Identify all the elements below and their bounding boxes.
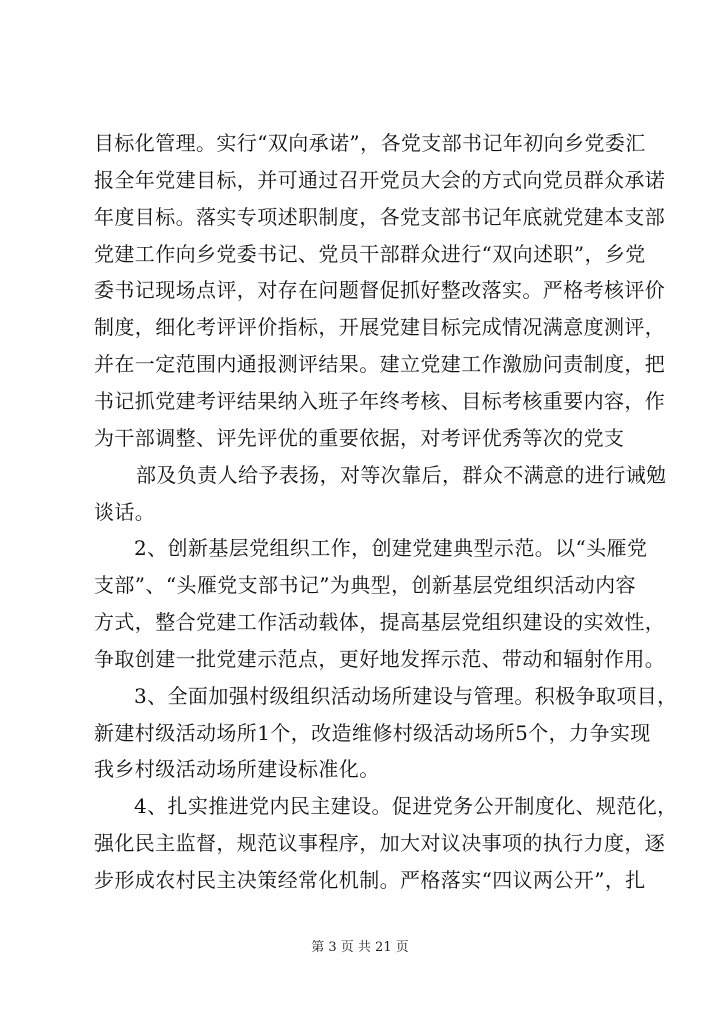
text-line: 争取创建一批党建示范点，更好地发挥示范、带动和辐射作用。 [94, 647, 666, 671]
page-number-footer: 第 3 页 共 21 页 [311, 940, 409, 955]
text-line: 报全年党建目标，并可通过召开党员大会的方式向党员群众承诺 [94, 168, 666, 192]
text-line: 步形成农村民主决策经常化机制。严格落实“四议两公开”，扎 [94, 868, 646, 892]
text-line: 新建村级活动场所1个，改造维修村级活动场所5个，力争实现 [94, 721, 651, 745]
text-line: 支部”、“头雁党支部书记”为典型，创新基层党组织活动内容 [94, 573, 636, 597]
text-line: 并在一定范围内通报测评结果。建立党建工作激励问责制度，把 [94, 352, 666, 376]
paragraph-2-start: 2、创新基层党组织工作，创建党建典型示范。以“头雁党 [134, 536, 648, 560]
text-line: 委书记现场点评，对存在问题督促抓好整改落实。严格考核评价 [94, 278, 666, 302]
text-line: 强化民主监督，规范议事程序，加大对议决事项的执行力度，逐 [94, 831, 666, 855]
paragraph-3-start: 3、全面加强村级组织活动场所建设与管理。积极争取项目， [134, 684, 678, 708]
text-line: 年度目标。落实专项述职制度，各党支部书记年底就党建本支部 [94, 205, 666, 229]
text-line: 部及负责人给予表扬，对等次靠后，群众不满意的进行诫勉 [136, 463, 667, 487]
paragraph-4-start: 4、扎实推进党内民主建设。促进党务公开制度化、规范化， [134, 794, 678, 818]
text-line: 目标化管理。实行“双向承诺”，各党支部书记年初向乡党委汇 [94, 131, 646, 155]
text-line: 党建工作向乡党委书记、党员干部群众进行“双向述职”，乡党 [94, 242, 646, 266]
text-line: 方式，整合党建工作活动载体，提高基层党组织建设的实效性， [94, 610, 666, 634]
text-line: 制度，细化考评评价指标，开展党建目标完成情况满意度测评， [94, 315, 666, 339]
text-line: 我乡村级活动场所建设标准化。 [94, 757, 380, 781]
text-line: 谈话。 [94, 500, 156, 524]
text-line: 书记抓党建考评结果纳入班子年终考核、目标考核重要内容，作 [94, 389, 666, 413]
text-line: 为干部调整、评先评优的重要依据，对考评优秀等次的党支 [94, 426, 625, 450]
